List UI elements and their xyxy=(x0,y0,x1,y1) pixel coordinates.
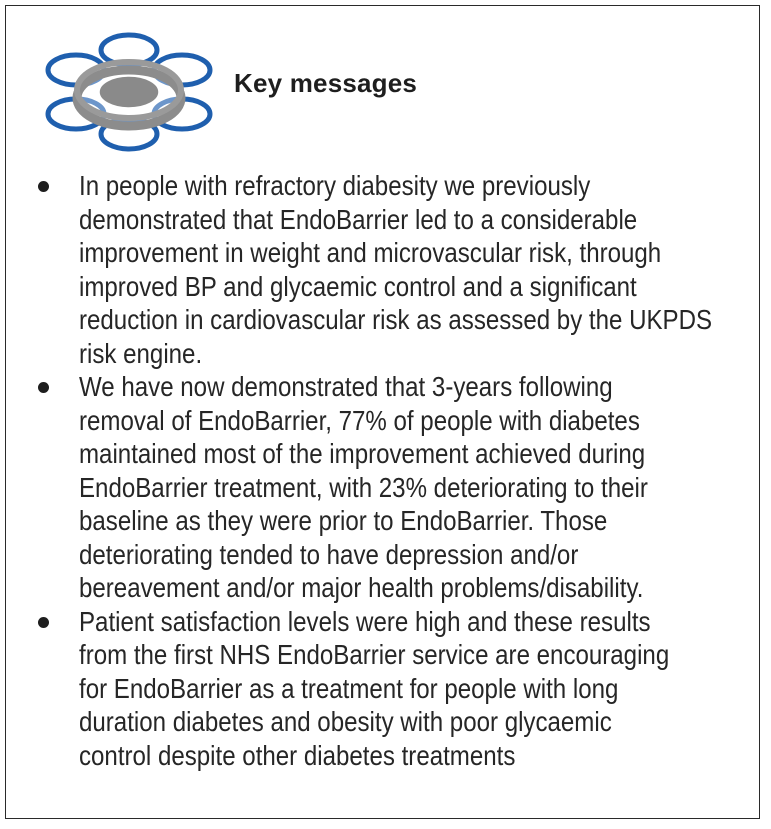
text-line: bereavement and/or major health problems/disability. xyxy=(79,572,644,603)
list-item xyxy=(6,605,766,773)
text-line: demonstrated that EndoBarrier led to a considerable xyxy=(79,203,638,235)
text-line: reduction in cardiovascular risk as assessed by the UKPDS xyxy=(79,304,713,335)
list-item-text xyxy=(79,169,758,370)
text-line: from the first NHS EndoBarrier service are encouraging xyxy=(79,639,670,670)
text-line: control despite other diabetes treatments xyxy=(79,739,516,771)
text-line: improvement in weight and microvascular risk, through xyxy=(79,237,662,268)
key-messages-box xyxy=(5,5,760,819)
list-item-text xyxy=(79,370,758,605)
text-line: removal of EndoBarrier, 77% of people with diabetes xyxy=(79,404,640,436)
text-line: We have now demonstrated that 3-years following xyxy=(79,371,613,402)
text-line: Patient satisfaction levels were high and these results xyxy=(79,605,651,637)
key-messages-list xyxy=(6,169,766,772)
text-line: deteriorating tended to have depression and/or xyxy=(79,538,579,570)
text-line: risk engine. xyxy=(79,337,203,369)
six-rings-flower-logo-icon xyxy=(42,28,216,156)
text-line: for EndoBarrier as a treatment for people with long xyxy=(79,672,619,704)
list-item xyxy=(6,370,766,605)
bullet-icon xyxy=(38,181,49,192)
list-item-text xyxy=(79,605,758,773)
text-line: baseline as they were prior to EndoBarrier. Those xyxy=(79,505,608,536)
heading-key-messages: Key messages xyxy=(234,68,418,98)
text-line: duration diabetes and obesity with poor glycaemic xyxy=(79,706,612,737)
bullet-icon xyxy=(38,382,49,393)
text-line: EndoBarrier treatment, with 23% deteriorating to their xyxy=(79,471,648,503)
bullet-icon xyxy=(38,617,49,628)
text-line: In people with refractory diabesity we previously xyxy=(79,170,591,201)
text-line: improved BP and glycaemic control and a significant xyxy=(79,270,637,302)
text-line: maintained most of the improvement achieved during xyxy=(79,438,646,469)
list-item xyxy=(6,169,766,370)
